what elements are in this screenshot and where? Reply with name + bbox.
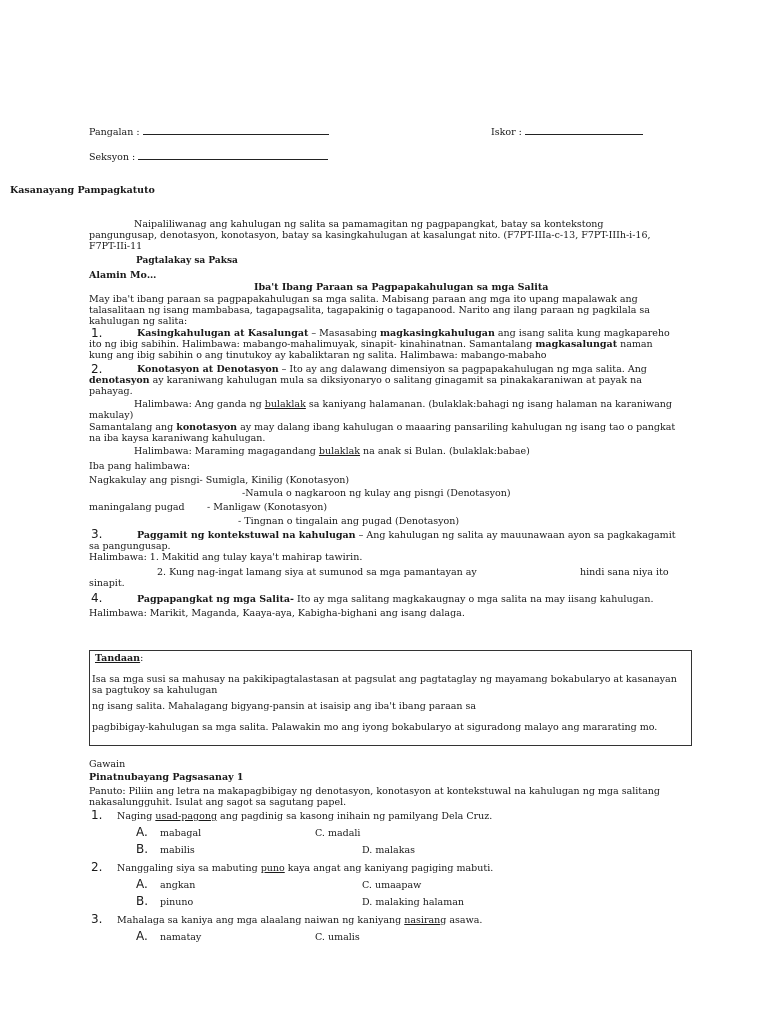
tandaan-p1: Isa sa mga susi sa mahusay na pakikipagtalastasan at pagsulat ang pagtataglay ng mayamang bokabularyo at kasanayan sa pagtukoy sa kahulugan <box>92 674 677 697</box>
name-row <box>89 125 329 138</box>
example-1 <box>89 399 677 421</box>
item-1-part-b: ang isang salita kung magkapareho ito ng ibig sabihin. Halimbawa: mabango-mahalimuyak, sinapit- kinahinatnan. Samantalang <box>89 328 670 351</box>
section-label: Seksyon : <box>89 152 136 163</box>
choice-text[interactable]: namatay <box>160 932 202 943</box>
q1-word: usad-pagong <box>155 811 218 822</box>
q2-post: kaya angat ang kaniyang pagiging mabuti. <box>284 863 494 874</box>
alamin-label: Alamin Mo… <box>89 270 157 281</box>
objective-text: Naipaliliwanag ang kahulugan ng salita sa pamamagitan ng pagpapangkat, batay sa kontekstong pangungusap, denotasyon, konotasyon, batay sa kasingkahulugan at kasalungat nito. (F7PT-IIIa-c-13, F7PT-IIIh-i-16, F7PT-IIi-11 <box>89 219 651 253</box>
gawain-label: Gawain <box>89 759 126 770</box>
score-label: Iskor : <box>491 127 522 138</box>
gawain-title: Pinatnubayang Pagsasanay 1 <box>89 772 244 783</box>
choice-option[interactable]: C. madali <box>315 828 361 839</box>
item-2-text <box>89 364 677 398</box>
choice-text[interactable]: mabagal <box>160 828 202 839</box>
tandaan-heading <box>95 653 143 664</box>
q3-word: nasiran <box>404 915 441 926</box>
example-4: -Namula o nagkaroon ng kulay ang pisngi (Denotasyon) <box>242 488 511 499</box>
example-7: Halimbawa: 1. Makitid ang tulay kaya't mahirap tawirin. <box>89 552 363 563</box>
q2-word: puno <box>260 863 285 874</box>
choice-letter[interactable]: A. <box>136 929 148 943</box>
item-2-term: Konotasyon at Denotasyon <box>137 364 279 375</box>
example-2-word: bulaklak <box>318 446 361 457</box>
tandaan-colon: : <box>140 653 144 664</box>
choice-letter[interactable]: B. <box>136 842 149 856</box>
item-3-part-a: – Ang kahulugan ng salita ay mauunawaan ayon sa pagkakagamit sa pangungusap. <box>89 530 676 553</box>
discussion-heading: Pagtalakay sa Paksa <box>136 256 238 266</box>
q1-pre: Naging <box>117 811 156 822</box>
item-2-part-b: ay karaniwang kahulugan mula sa diksiyonaryo o salitang ginagamit sa pinakakaraniwan at payak na pahayag. <box>89 375 642 398</box>
example-6: - Tingnan o tingalain ang pugad (Denotasyon) <box>238 516 460 527</box>
kono-pre: Samantalang ang <box>89 422 177 433</box>
konotasyon-paragraph <box>89 422 677 444</box>
item-2-term-2: denotasyon <box>89 375 150 387</box>
gawain-instructions: Panuto: Piliin ang letra na makapagbibigay ng denotasyon, konotasyon at kontekstuwal na kahulugan ng mga salitang nakasalungguhit. Isulat ang sagot sa sagutang papel. <box>89 786 660 809</box>
tandaan-p2: ng isang salita. Mahalagang bigyang-pansin at isaisip ang iba't ibang paraan sa <box>92 701 477 712</box>
item-4-text <box>137 594 653 605</box>
choice-text[interactable]: pinuno <box>160 897 194 908</box>
q3-post: g asawa. <box>440 915 483 926</box>
choice-option[interactable]: C. umalis <box>315 932 360 943</box>
example-8-b: hindi sana niya ito <box>580 567 669 578</box>
question-3-text <box>117 915 482 926</box>
choice-letter[interactable]: B. <box>136 894 149 908</box>
example-3: Nagkakulay ang pisngi- Sumigla, Kinilig (Konotasyon) <box>89 475 350 486</box>
example-1-word: bulaklak <box>264 399 306 410</box>
example-5-term: maningalang pugad <box>89 502 185 513</box>
choice-text[interactable]: mabilis <box>160 845 195 856</box>
section-field[interactable] <box>138 150 328 160</box>
item-3-text <box>89 530 677 552</box>
example-9: Halimbawa: Marikit, Maganda, Kaaya-aya, Kabigha-bighani ang isang dalaga. <box>89 608 465 619</box>
tandaan-title: Tandaan <box>95 653 141 664</box>
choice-text[interactable]: angkan <box>160 880 196 891</box>
name-field[interactable] <box>143 125 329 135</box>
item-3-term: Paggamit ng kontekstuwal na kahulugan <box>137 530 356 541</box>
item-number: 2. <box>91 362 103 376</box>
item-1-term-3: magkasalungat <box>535 339 618 351</box>
item-number: 4. <box>91 591 103 605</box>
question-number: 1. <box>91 808 103 822</box>
iba-pang-halimbawa: Iba pang halimbawa: <box>89 461 191 472</box>
example-8-a: 2. Kung nag-ingat lamang siya at sumunod sa mga pamantayan ay <box>157 567 477 578</box>
example-5-meaning: - Manligaw (Konotasyon) <box>207 502 328 513</box>
score-field[interactable] <box>525 125 643 135</box>
item-1-term-2: magkasingkahulugan <box>380 328 495 339</box>
score-row <box>491 125 643 138</box>
intro-paragraph: May iba't ibang paraan sa pagpapakahulugan sa mga salita. Mabisang paraan ang mga ito upang mapalawak ang talasalitaan ng isang mambabasa, tagapagsalita, tagapakinig o tagapanood. Narito ang ilang paraan ng pagkilala sa kahulugan ng salita: <box>89 294 650 328</box>
question-number: 3. <box>91 912 103 926</box>
choice-option[interactable]: D. malakas <box>362 845 415 856</box>
question-2-text <box>117 863 493 874</box>
item-1-text <box>89 328 677 362</box>
q2-pre: Nanggaling siya sa mabuting <box>117 863 261 874</box>
tandaan-box <box>89 650 692 746</box>
item-1-term: Kasingkahulugan at Kasalungat <box>137 328 309 339</box>
choice-option[interactable]: D. malaking halaman <box>362 897 464 908</box>
item-1-part-c: naman kung ang ibig sabihin o ang tinutukoy ay kabaliktaran ng salita. Halimbawa: mabango-mabaho <box>89 339 653 362</box>
question-number: 2. <box>91 860 103 874</box>
example-2 <box>134 446 530 457</box>
item-number: 1. <box>91 326 103 340</box>
kono-post: ay may dalang ibang kahulugan o maaaring pansariling kahulugan ng isang tao o pangkat na iba kaysa karaniwang kahulugan. <box>89 422 676 445</box>
example-2-post: na anak si Bulan. (bulaklak:babae) <box>360 446 530 457</box>
example-8-c: sinapit. <box>89 578 125 589</box>
name-label: Pangalan : <box>89 127 140 138</box>
choice-letter[interactable]: A. <box>136 877 148 891</box>
choice-letter[interactable]: A. <box>136 825 148 839</box>
example-1-pre: Halimbawa: Ang ganda ng <box>134 399 265 410</box>
discussion-subtitle: Iba't Ibang Paraan sa Pagpapakahulugan sa mga Salita <box>254 282 549 293</box>
item-1-part-a: – Masasabing <box>308 328 380 339</box>
page-title: Kasanayang Pampagkatuto <box>10 185 155 196</box>
tandaan-p3: pagbibigay-kahulugan sa mga salita. Palawakin mo ang iyong bokabularyo at siguradong malayo ang mararating mo. <box>92 722 658 733</box>
item-4-part-a: Ito ay mga salitang magkakaugnay o mga salita na may iisang kahulugan. <box>294 594 654 605</box>
example-2-pre: Halimbawa: Maraming magagandang <box>134 446 319 457</box>
q1-post: ang pagdinig sa kasong inihain ng pamilyang Dela Cruz. <box>217 811 493 822</box>
q3-pre: Mahalaga sa kaniya ang mga alaalang naiwan ng kaniyang <box>117 915 405 926</box>
choice-option[interactable]: C. umaapaw <box>362 880 422 891</box>
example-1-post: sa kaniyang halamanan. (bulaklak:bahagi ng isang halaman na karaniwang makulay) <box>89 399 672 422</box>
item-number: 3. <box>91 527 103 541</box>
item-4-term: Pagpapangkat ng mga Salita- <box>137 594 295 605</box>
question-1-text <box>117 811 492 822</box>
item-2-part-a: – Ito ay ang dalawang dimensiyon sa pagpapakahulugan ng mga salita. Ang <box>278 364 647 375</box>
kono-term: konotasyon <box>176 422 238 433</box>
section-row <box>89 150 328 163</box>
